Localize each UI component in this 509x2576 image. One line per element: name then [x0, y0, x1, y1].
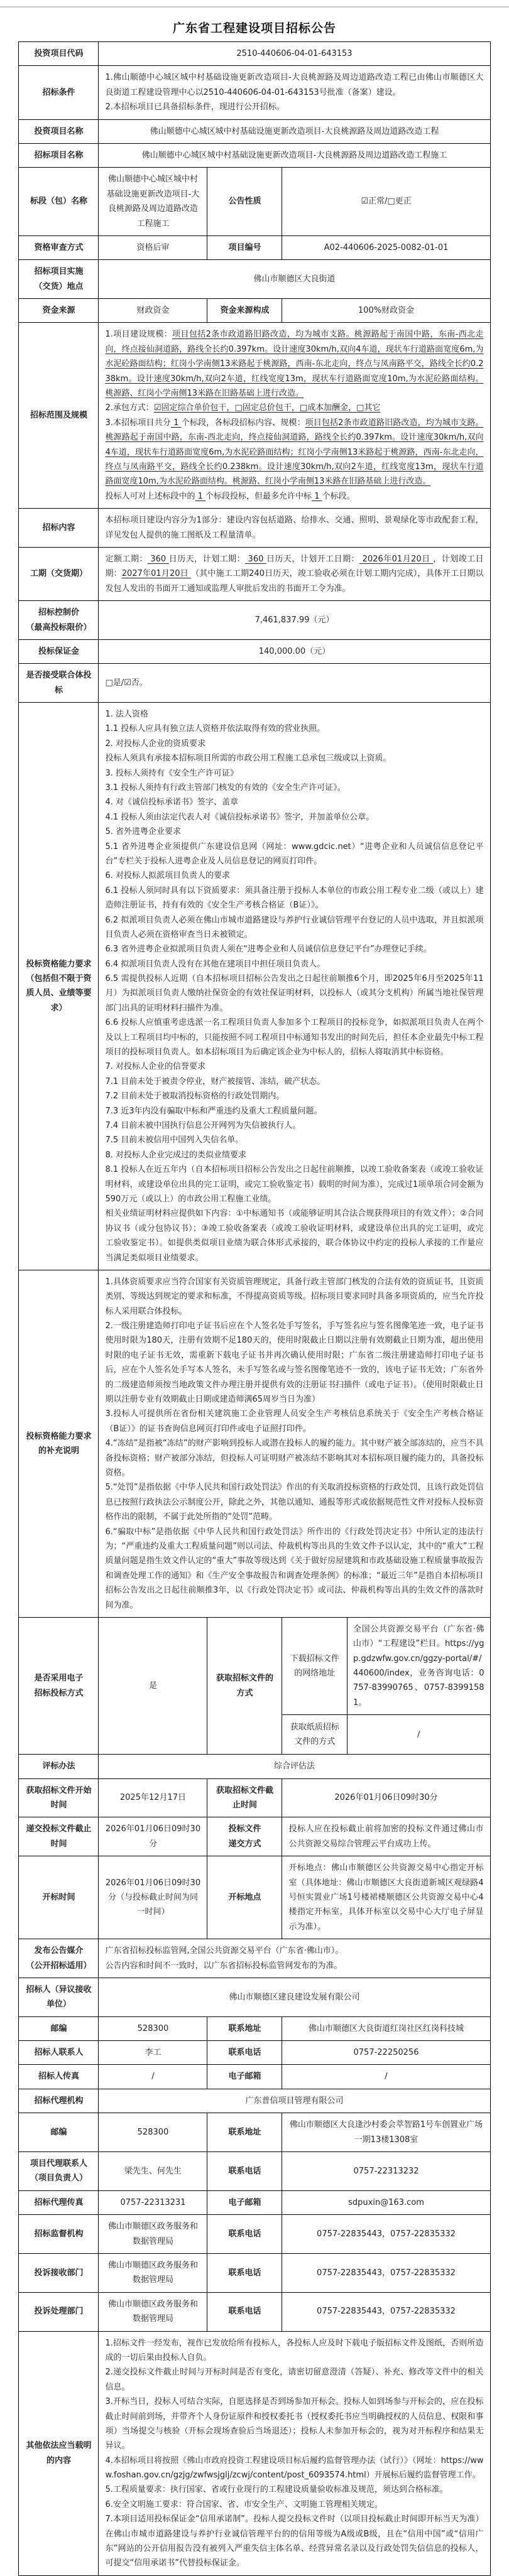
sub-row-paper-doc-method	[282, 1715, 490, 1755]
bid-submission-value: 2026年01月06日09时30分	[99, 1817, 207, 1856]
bid-opening-label: 开标时间	[19, 1856, 99, 1939]
announcement-media-label: 发布公告媒介 （公开招标适用）	[19, 1939, 99, 1978]
table-row-tenderer	[19, 1978, 490, 2016]
fund-source-label: 资金来源	[19, 299, 99, 323]
table-row-agency-postcode	[19, 2113, 490, 2152]
doc-obtain-time-value: 2026年01月06日09时30分	[282, 1778, 490, 1817]
section-name-value: ☑正常/□更正	[282, 168, 490, 236]
agency-fax-label: 电子邮箱	[207, 2190, 282, 2214]
complaint-receiving-label: 联系电话	[207, 2254, 282, 2293]
table-row-construction-period	[19, 547, 490, 600]
complaint-receiving-value: 0757-22835443，0757-22835332	[282, 2254, 490, 2293]
tenderer-contact-value: 0757-22250256	[282, 2041, 490, 2065]
table-row-tender-project-name	[19, 143, 490, 167]
tender-conditions-label: 招标条件	[19, 66, 99, 119]
price-ceiling-value: 7,461,837.99（元）	[99, 601, 490, 640]
tenderer-fax-label: 电子邮箱	[207, 2065, 282, 2089]
table-row-agency-contact	[19, 2152, 490, 2191]
agency-fax-value: 0757-22313231	[99, 2190, 207, 2214]
table-row-agency	[19, 2089, 490, 2113]
qualification-supplement-value: 1.具体资质要求应当符合国家有关资质管理规定，具备行政主管部门核发的合法有效的资质证书，且资质类别、等级达到规定的要求和标准，不得提高资质等级。招标项目要求同时具备多项资质的，应当允许投标人采用联合体投标。 2.一级注册建造师打印电子证书后应在个人签名处手写签名，手写签名应与签名图像笔迹一致，电子证书使用时限为180天，注册有效期不足180天的，使用时限截止日期以注册有效期截止日期为准，超出使用时限的电子证书无效，需重新下载电子证书并再次确认使用时限；广东省二级注册建造师打印电子证书后，应在个人签名处手写本人签名，未手写签名或与签名图像笔迹不一致的，该电子证书无效；广东省外的二级建造师须按当地政策文件办理注册并提供有效的注册证书扫描件（或电子证书）。（使用时限截止日期以注册专业有效期截止日期或建造师满65周岁当日为准） 3.投标人可提供所在省份相关建筑施工企业管理人员安全生产考核信息系统关于《安全生产考核合格证（B证）》的证书查询信息网页打印件或电子证照打印件。 4.“冻结”是指被“冻结”的财产影响到投标人或潜在投标人的履约能力。其中财产被全部冻结的，应当不具备投标资格；财产被部分冻结，但投标人可证明财产被冻结不影响其对本招标项目履约能力的，具备投标资格。 5.“处罚”是指依据《中华人民共和国行政处罚法》作出的有关取消投标资格的行政处罚，且该行政处罚信息已按照行政执法公示制度公开，除此之外，其他以通知、通报等形式或依据规范性文件对投标人投标资格作出的限制，不属于此处所指的“处罚”范畴。 6.“骗取中标”是指依据《中华人民共和国行政处罚法》所作出的《行政处罚决定书》中所认定的违法行为；“严重违约及重大工程质量问题”则以司法、仲裁机构等出具的生效文件予以认定，其中的“重大”工程质量问题是指生效文件认定的“重大”事故等级达到《关于做好房屋建筑和市政基础设施工程质量事故报告和调查处理工作的通知》和《生产安全事故报告和调查处理条例》的标准；“最近三年”是指自本招标项目招标公告发出之日起往前顺推3年，以《行政处罚决定书》或司法、仲裁机构等出具的生效文件的落款时间为准。	[99, 1270, 490, 1617]
table-row-evaluation-method	[19, 1755, 490, 1778]
joint-venture-value: □是/☑否。	[99, 664, 490, 703]
fund-source-value: 100%财政资金	[282, 299, 490, 323]
e-tendering-value: 是	[99, 1617, 207, 1754]
bid-submission-label: 递交投标文件截止 时间	[19, 1817, 99, 1856]
tenderer-value: 佛山市顺德区建良建设发展有限公司	[99, 1978, 490, 2016]
table-row-tender-scope	[19, 323, 490, 509]
table-row-agency-fax	[19, 2190, 490, 2214]
table-row-bid-opening	[19, 1856, 490, 1939]
complaint-handling-value: 0757-22835443，0757-22835332	[282, 2292, 490, 2331]
tenderer-label: 招标人（异议接收 单位）	[19, 1978, 99, 2016]
table-row-project-code	[19, 42, 490, 66]
paper-doc-method-label: 获取纸质招标 文件的方式	[282, 1715, 347, 1755]
qualification-requirements-label: 投标资格能力要求（包括但不限于资质人员、业绩等要求）	[19, 703, 99, 1270]
qualification-review-label: 项目编号	[207, 235, 282, 259]
doc-obtain-time-label: 获取招标文件截 止时间	[207, 1778, 282, 1817]
section-name-label: 公告性质	[207, 168, 282, 236]
table-row-tenderer-contact	[19, 2041, 490, 2065]
download-address-label: 下载招标文件 的网络地址	[282, 1618, 347, 1715]
construction-period-value: 定额工期： 360 日历天，计划工期： 360 日历天，计划开工日期： 2026年01月20日 ，计划竣工日期：2027年01月20日 （其中施工工期240日历天，竣工验收必须在计划工期内完成），具体开工日期以发包人发出的书面开工通知或监理人审批后发出的书面开工令为准。	[99, 547, 490, 600]
announcement-media-value: 广东省招标投标监管网,全国公共资源交易平台（广东省·佛山市）。 公告内容和时间不一致时，以广东省招标投标监管网发布的为准。	[99, 1939, 490, 1978]
fund-source-value: 财政资金	[99, 299, 207, 323]
project-code-label: 投资项目代码	[19, 42, 99, 66]
agency-contact-value: 0757-22313232	[282, 2152, 490, 2191]
other-contents-label: 其他依法应当载明 的内容	[19, 2331, 99, 2575]
qualification-supplement-label: 投标资格能力要求 的补充说明	[19, 1270, 99, 1617]
agency-postcode-value: 佛山市顺德区大良逢沙村委会萃智路1号车创置业广场一期13楼1308室	[282, 2113, 490, 2152]
table-row-qualification-review	[19, 235, 490, 259]
other-contents-value: 1.招标文件一经发布，视作已发放给所有投标人，各投标人应及时下载电子版招标文件及图纸，否则所造成的一切后果由投标人自负。 2.递交投标文件截止时间与开标时间是否有变化，请密切留意澄清（答疑）、补充、修改等文件中的相关信息。 3.开标当日，投标人可结合实际，自愿选择是否到场参加开标会。投标人如到场参与开标会的，应在投标截止时间前到场，并带齐个人身份证原件和授权委托书（授权委托书应当明确授权的人员信息、权限和事项）当场提交与核验（开标会现场查验后当场退还）；投标人未参加开标会的，视为对开标程序和结果无异议。 4.本招标项目将按照《佛山市政府投资工程建设项目标后履约监督管理办法（试行）》（网址：https://www.foshan.gov.cn/gzjg/zwfwsjglj/zcwj/content/post_6093574.html）开展标后履约监督管理工作。 5.工程质量要求：执行国家、省或行业现行的工程建设质量验收标准及规范，须达到合格标准。 6.安全文明施工要求：符合国家、省、市安全生产、文明施工管理相关规定。 7.本项目适用投标保证金“信用承诺制”。投标人提交投标文件时（以项目投标截止时间即开标当天为准）在佛山市城市道路建设与养护行业诚信管理平台的的信用等级为A级或B级，且在“信用中国”或“信用广东”网站的公开信用报告没有被列入严重失信主体名单、经营异常名录以及行政处罚失信信息的投标人，可提交“信用承诺书”代替投标保证金。	[99, 2331, 490, 2575]
tenderer-postcode-label: 联系地址	[207, 2016, 282, 2040]
table-row-implementation-location	[19, 260, 490, 299]
tenderer-fax-value: /	[282, 2065, 490, 2089]
supervision-label: 招标监督机构	[19, 2215, 99, 2254]
tenderer-contact-label: 联系电话	[207, 2041, 282, 2065]
agency-postcode-label: 联系地址	[207, 2113, 282, 2152]
table-row-qualification-supplement	[19, 1270, 490, 1617]
table-row-tender-conditions	[19, 66, 490, 119]
tenderer-contact-label: 招标人联系人	[19, 2041, 99, 2065]
agency-fax-label: 招标代理传真	[19, 2190, 99, 2214]
supervision-value: 佛山市顺德区政务服务和数据管理局	[99, 2215, 207, 2254]
paper-doc-method-value: /	[347, 1715, 490, 1755]
table-row-complaint-receiving	[19, 2254, 490, 2293]
table-row-tender-content	[19, 509, 490, 548]
bid-bond-value: 140,000.00（元）	[99, 639, 490, 663]
investment-project-name-label: 投资项目名称	[19, 119, 99, 143]
tender-scope-value: 1.项目建设规模：项目包括2条市政道路旧路改造，均为城市支路。桃源路起于南国中路，东南-西北走向，终点接仙洞道路，路线全长约0.397km。设计速度30km/h,双向4车道，现状车行道路面宽度6m,为水泥砼路面结构；红岗小学南侧13米路起于桃源路，西南-东北走向，终点与凤南路平交，路线全长约0.238km。设计速度30km/h,双向2车道，红线宽度13m，现状车行道路面宽度10m,为水泥砼路面结构。桃源路、红岗小学南侧13米路在旧路基础上进行改造。 2.承包方式：☑固定综合单价包干，□固定总价包干，□成本加酬金，□其它 3.本招标项目共分 1 个标段，各标段招标内容、规模：项目包括2条市政道路旧路改造，均为城市支路。桃源路起于南国中路，东南-西北走向，终点接仙洞道路，路线全长约0.397km。设计速度30km/h,双向4车道，现状车行道路面宽度6m,为水泥砼路面结构；红岗小学南侧13米路起于桃源路，西南-东北走向，终点与凤南路平交，路线全长约0.238km。设计速度30km/h,双向2车道，红线宽度13m，现状车行道路面宽度10m,为水泥砼路面结构。桃源路、红岗小学南侧13米路在旧路基础上进行改造。 投标人可对上述标段中的 1 个标段投标，但最多允许中标 1 个标段。	[99, 323, 490, 509]
bid-bond-label: 投标保证金	[19, 639, 99, 663]
page-title: 广东省工程建设项目招标公告	[172, 21, 336, 35]
tenderer-postcode-value: 佛山市顺德区大良街道红岗社区红岗科技城	[282, 2016, 490, 2040]
tender-table-body	[19, 42, 490, 2576]
table-row-qualification-requirements	[19, 703, 490, 1270]
bid-submission-value: 投标人应在投标截止前将加密的投标文件通过佛山市公共资源交易综合管理云平台成功上传。	[282, 1817, 490, 1856]
supervision-label: 联系电话	[207, 2215, 282, 2254]
doc-obtain-time-label: 获取招标文件开始 时间	[19, 1778, 99, 1817]
complaint-handling-label: 联系电话	[207, 2292, 282, 2331]
bid-submission-label: 投标文件 递交方式	[207, 1817, 282, 1856]
tenderer-contact-value: 李工	[99, 2041, 207, 2065]
table-row-complaint-handling	[19, 2292, 490, 2331]
complaint-receiving-label: 投诉接收部门	[19, 2254, 99, 2293]
tender-scope-label: 招标范围及规模	[19, 323, 99, 509]
tender-content-label: 招标内容	[19, 509, 99, 548]
evaluation-method-label: 评标办法	[19, 1755, 99, 1778]
e-tendering-subtable	[282, 1618, 490, 1754]
qualification-review-label: 资格审查方式	[19, 235, 99, 259]
table-row-price-ceiling	[19, 601, 490, 640]
bid-opening-value: 2026年01月06日09时30分（与投标截止时间为同一时间）	[99, 1856, 207, 1939]
tender-table	[18, 41, 490, 2576]
qualification-review-value: 资格后审	[99, 235, 207, 259]
table-row-announcement-media	[19, 1939, 490, 1978]
agency-postcode-label: 邮编	[19, 2113, 99, 2152]
table-row-other-contents	[19, 2331, 490, 2575]
tenderer-fax-label: 招标人传真	[19, 2065, 99, 2089]
table-row-doc-obtain-time	[19, 1778, 490, 1817]
agency-postcode-value: 528300	[99, 2113, 207, 2152]
qualification-review-value: A02-440606-2025-0082-01-01	[282, 235, 490, 259]
table-row-e-tendering	[19, 1617, 490, 1754]
sub-row-download-address	[282, 1618, 490, 1715]
complaint-handling-value: 佛山市顺德区政务服务和数据管理局	[99, 2292, 207, 2331]
table-row-supervision	[19, 2215, 490, 2254]
section-name-value: 佛山顺德中心城区城中村基础设施更新改造项目-大良桃源路及周边道路改造工程施工	[99, 168, 207, 236]
table-row-tenderer-postcode	[19, 2016, 490, 2040]
e-tendering-sub-cell	[282, 1617, 490, 1754]
download-address-value: 全国公共资源交易平台（广东省·佛山市）“工程建设”栏目。https://ygp.gdzwfw.gov.cn/ggzy-portal/#/440600/index，业务咨询电话：0757-83990765、0757-83991581。	[347, 1618, 490, 1715]
supervision-value: 0757-22835443，0757-22835332	[282, 2215, 490, 2254]
construction-period-label: 工期（交货期）	[19, 547, 99, 600]
e-tendering-label: 获取招标文件的 方式	[207, 1617, 282, 1754]
investment-project-name-value: 佛山顺德中心城区城中村基础设施更新改造项目-大良桃源路及周边道路改造工程	[99, 119, 490, 143]
implementation-location-label: 招标项目实施 （交货）地点	[19, 260, 99, 299]
table-row-section-name	[19, 168, 490, 236]
fund-source-label: 资金来源构成	[207, 299, 282, 323]
implementation-location-value: 佛山市顺德区大良街道	[99, 260, 490, 299]
section-name-label: 标段（包）名称	[19, 168, 99, 236]
agency-label: 招标代理机构	[19, 2089, 99, 2113]
agency-contact-value: 梁先生、何先生	[99, 2152, 207, 2191]
evaluation-method-value: 综合评估法	[99, 1755, 490, 1778]
doc-obtain-time-value: 2025年12月17日	[99, 1778, 207, 1817]
project-code-value: 2510-440606-04-01-643153	[99, 42, 490, 66]
tenderer-postcode-label: 邮编	[19, 2016, 99, 2040]
table-row-investment-project-name	[19, 119, 490, 143]
joint-venture-label: 是否接受联合体投标	[19, 664, 99, 703]
qualification-requirements-value: 1. 法人资格 1.1 投标人应具有独立法人资格并依法取得有效的营业执照。 2. 对投标人企业的资质要求 投标人须具有承接本招标项目所需的市政公用工程施工总承包三级或以上资质。 3. 投标人须持有《安全生产许可证》 3.1 投标人须持有行政主管部门核发的有效的《安全生产许可证》。 4. 对《诚信投标承诺书》签字、盖章 4.1 投标人须由法定代表人对《诚信投标承诺书》签字，并加盖单位公章。 5. 省外进粤企业要求 5.1 省外进粤企业须提供广东建设信息网（网址：www.gdcic.net）“进粤企业和人员诚信信息登记平台”专栏关于投标人进粤企业及人员信息登记的网页打印件。 6. 对投标人拟派项目负责人的要求 6.1 投标人须同时具有以下资质要求：须具备注册于投标人本单位的市政公用工程专业二级（或以上）建造师注册证书，持有有效的《安全生产考核合格证（B证）》。 6.2 拟派项目负责人必须在佛山市城市道路建设与养护行业诚信管理平台登记的人员中选取，并且拟派项目负责人必须在资格审查当日未被锁定。 6.3 省外进粤企业拟派项目负责人须在“进粤企业和人员诚信信息登记平台”办理登记手续。 6.4 拟派项目负责人没有在其他在建项目中担任项目负责人。 6.5 需提供投标人近期（自本招标项目招标公告发出之日起往前顺推6个月，即2025年6月至2025年11月）为拟派项目负责人缴纳社保资金的有效社保证明材料，以投标人（或其分支机构）所属当地社保管理部门出具的证明材料扫描件为准。 6.6 投标人应慎重考虑选派一名工程项目负责人参加多个工程项目的投标竞争，如拟派项目负责人在两个及以上工程项目均中标的，只能按照不同工程项目中标通知书发出的时间先后，担任本企业最先中标工程项目的投标项目负责人。如本招标项目为后确定该企业为中标人的，招标人将取消其中标资格。 7. 对投标人企业的信誉要求 7.1 目前未处于被责令停业，财产被接管、冻结，破产状态。 7.2 目前未处于被取消投标资格的行政处罚期内。 7.3 近3年内没有骗取中标和严重违约及重大工程质量问题。 7.4 目前未被中国执行信息公开网列为失信被执行人。 7.5 目前未被信用中国列入失信名单。 8. 对投标人企业完成过的类似业绩要求 8.1 投标人在近五年内（自本招标项目招标公告发出之日起往前顺推，以竣工验收备案表（或竣工验收证明材料，或建设单位出具的完工证明，或完工验收鉴定书）载明的时间为准），完成过1项单项合同金额为590万元（或以上）的市政公用工程施工业绩。 相关业绩证明材料应提供如下内容：①中标通知书（或能够证明其合法合规获得项目的有效文件）；②合同协议书（或分包协议书）；③竣工验收备案表（或竣工验收证明材料，或建设单位出具的完工证明，或完工验收鉴定书）。如提供类似项目业绩为联合体形式承接的，联合体协议中约定的投标人承接的工作量应当满足类似项目业绩要求。	[99, 703, 490, 1270]
tender-project-name-label: 招标项目名称	[19, 143, 99, 167]
complaint-handling-label: 投诉处理部门	[19, 2292, 99, 2331]
tender-content-value: 本招标项目建设内容分为1部分：建设内容包括道路、给排水、交通、照明、景观绿化等市政配套工程，详见发包人提供的施工图纸及工程量清单。	[99, 509, 490, 548]
bid-opening-label: 开标地点	[207, 1856, 282, 1939]
price-ceiling-label: 招标控制价 （最高投标限价）	[19, 601, 99, 640]
top-divider	[0, 6, 509, 8]
tenderer-postcode-value: 528300	[99, 2016, 207, 2040]
agency-value: 广东普信项目管理有限公司	[99, 2089, 490, 2113]
table-row-bid-submission	[19, 1817, 490, 1856]
complaint-receiving-value: 佛山市顺德区政务服务和数据管理局	[99, 2254, 207, 2293]
agency-contact-label: 联系电话	[207, 2152, 282, 2191]
tender-conditions-value: 1.佛山顺德中心城区城中村基础设施更新改造项目-大良桃源路及周边道路改造工程已由佛山市顺德区大良街道工程建设管理中心以2510-440606-04-01-643153号批准（备案）建设。 2.本招标项目已具备招标条件，现进行公开招标。	[99, 66, 490, 119]
table-row-fund-source	[19, 299, 490, 323]
bid-opening-value: 开标地点：佛山市顺德区公共资源交易中心指定开标室（具体地址：佛山市顺德区大良街道新城区观绿路4号恒实置业广场1号楼裙楼顺德区公共资源交易中心4楼指定开标室，具体开标室以交易中心大厅电子屏显示为准）。	[282, 1856, 490, 1939]
agency-fax-value: sdpuxin@163.com	[282, 2190, 490, 2214]
tenderer-fax-value: /	[99, 2065, 207, 2089]
table-row-bid-bond	[19, 639, 490, 663]
agency-contact-label: 项目代理联系人 （项目负责人）	[19, 2152, 99, 2191]
table-row-tenderer-fax	[19, 2065, 490, 2089]
tender-project-name-value: 佛山顺德中心城区城中村基础设施更新改造项目-大良桃源路及周边道路改造工程施工	[99, 143, 490, 167]
e-tendering-label: 是否采用电子 招标投标方式	[19, 1617, 99, 1754]
table-row-joint-venture	[19, 664, 490, 703]
